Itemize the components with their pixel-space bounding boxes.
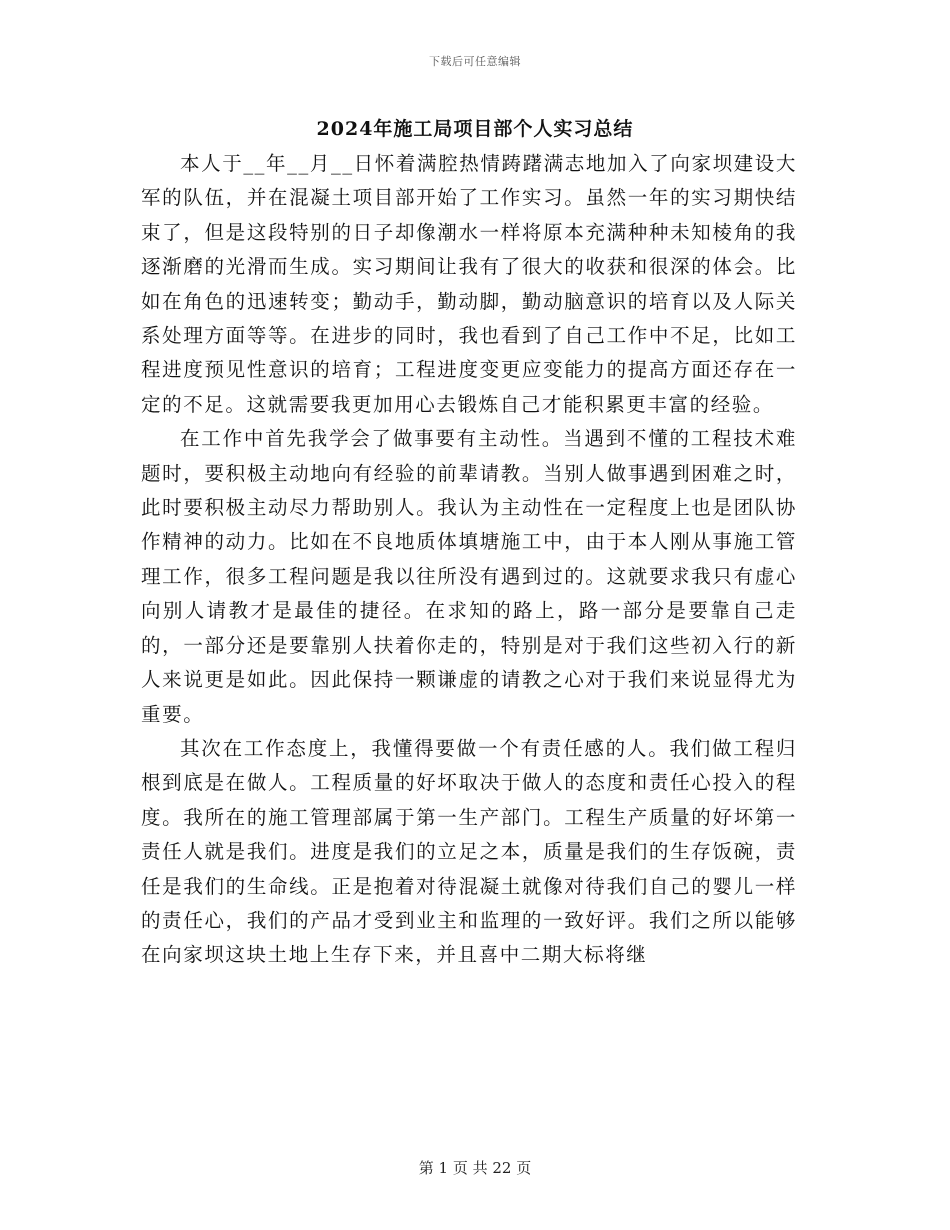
paragraph-3: 其次在工作态度上，我懂得要做一个有责任感的人。我们做工程归根到底是在做人。工程质量的好坏取决于做人的态度和责任心投入的程度。我所在的施工管理部属于第一生产部门。工程生产质量的好坏第一责任人就是我们。进度是我们的立足之本，质量是我们的生存饭碗，责任是我们的生命线。正是抱着对待混凝土就像对待我们自己的婴儿一样的责任心，我们的产品才受到业主和监理的一致好评。我们之所以能够在向家坝这块土地上生存下来，并且喜中二期大标将继: [141, 736, 797, 967]
document-title: 2024年施工局项目部个人实习总结: [316, 118, 634, 140]
paragraph-2: 在工作中首先我学会了做事要有主动性。当遇到不懂的工程技术难题时，要积极主动地向有经验的前辈请教。当别人做事遇到困难之时，此时要积极主动尽力帮助别人。我认为主动性在一定程度上也是团队协作精神的动力。比如在不良地质体填塘施工中，由于本人刚从事施工管理工作，很多工程问题是我以往所没有遇到过的。这就要求我只有虚心向别人请教才是最佳的捷径。在求知的路上，路一部分是要靠自己走的，一部分还是要靠别人扶着你走的，特别是对于我们这些初入行的新人来说更是如此。因此保持一颗谦虚的请教之心对于我们来说显得尤为重要。: [141, 427, 797, 726]
paragraph-1: 本人于__年__月__日怀着满腔热情踌躇满志地加入了向家坝建设大军的队伍，并在混凝土项目部开始了工作实习。虽然一年的实习期快结束了，但是这段特别的日子却像潮水一样将原本充满种种未知棱角的我逐渐磨的光滑而生成。实习期间让我有了很大的收获和很深的体会。比如在角色的迅速转变；勤动手，勤动脚，勤动脑意识的培育以及人际关系处理方面等等。在进步的同时，我也看到了自己工作中不足，比如工程进度预见性意识的培育；工程进度变更应变能力的提高方面还存在一定的不足。这就需要我更加用心去锻炼自己才能积累更丰富的经验。: [141, 152, 797, 416]
page-number-footer: 第 1 页 共 22 页: [418, 1159, 532, 1177]
header-note: 下载后可任意编辑: [429, 55, 521, 68]
document-body: [141, 147, 797, 973]
